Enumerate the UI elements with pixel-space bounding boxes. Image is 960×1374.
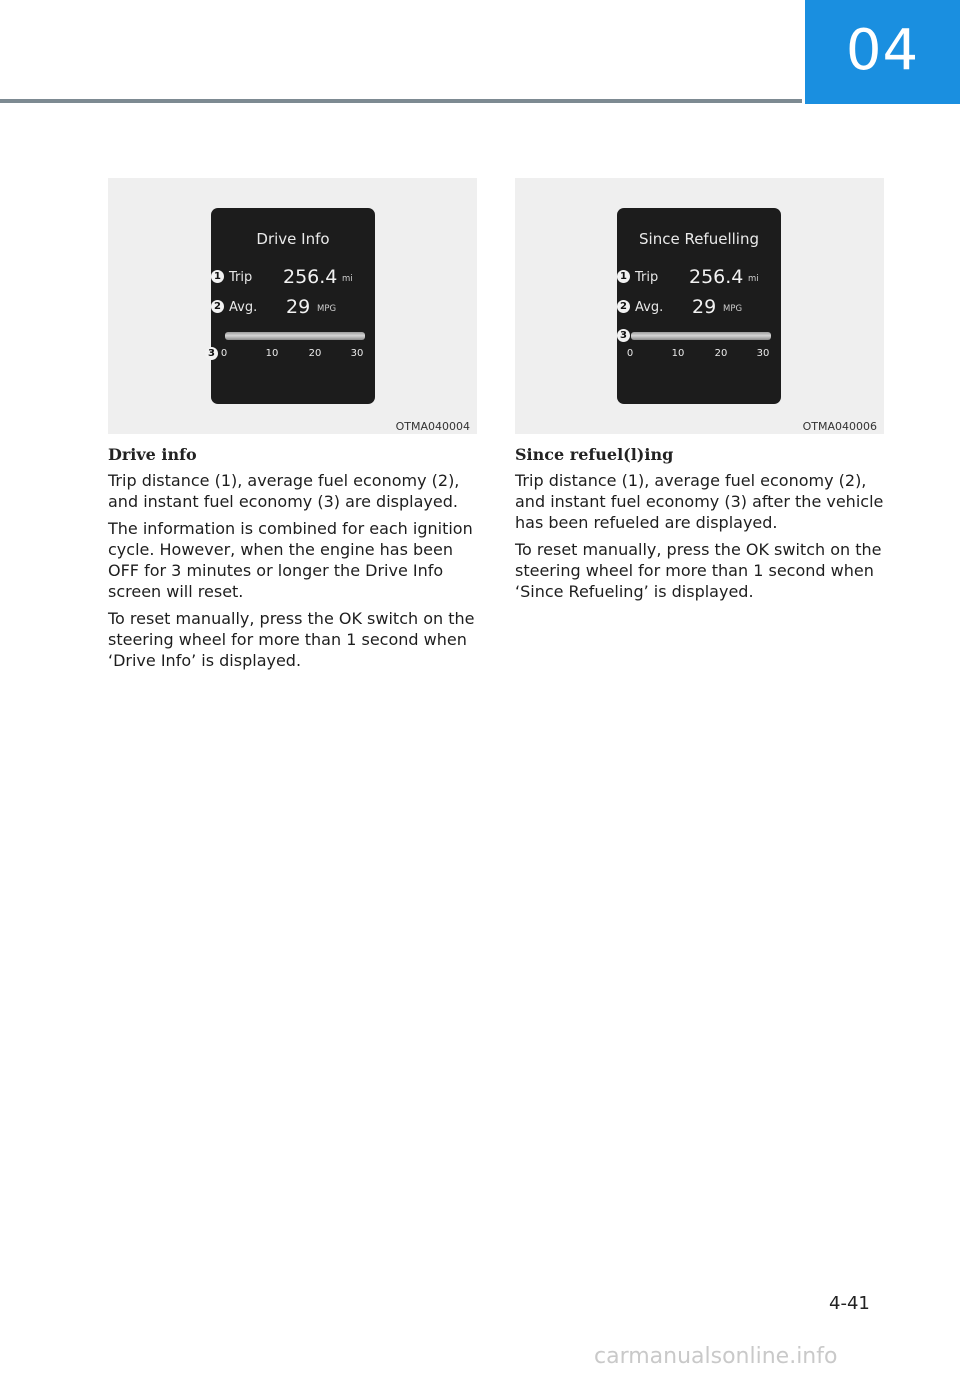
gauge-ticks xyxy=(627,348,773,360)
trip-value: 256.4 xyxy=(689,266,744,288)
trip-label: Trip xyxy=(635,270,659,285)
trip-value: 256.4 xyxy=(283,266,338,288)
fuel-economy-gauge xyxy=(225,332,365,340)
gauge-tick: 10 xyxy=(671,348,685,359)
section-heading: Drive info xyxy=(108,445,197,464)
gauge-tick: 0 xyxy=(220,348,228,359)
screen-title: Since Refuelling xyxy=(639,230,759,248)
avg-row xyxy=(211,296,375,320)
callout-marker: 1 xyxy=(617,270,630,283)
avg-value: 29 xyxy=(692,296,717,318)
figure-code: OTMA040004 xyxy=(395,420,470,433)
paragraph: Trip distance (1), average fuel economy (2), and instant fuel economy (3) after the vehicle has been refueled are displayed. xyxy=(515,471,884,532)
section-since-refuelling xyxy=(515,441,890,608)
chapter-tab xyxy=(805,0,960,104)
figure-since-refuelling xyxy=(515,178,884,434)
gauge-tick: 0 xyxy=(626,348,634,359)
chapter-number: 04 xyxy=(845,17,920,83)
page-number: 4-41 xyxy=(829,1293,870,1314)
paragraph: The information is combined for each ignition cycle. However, when the engine has been OFF for 3 minutes or longer the Drive Info screen will reset. xyxy=(108,519,473,601)
callout-marker: 3 xyxy=(617,329,630,342)
watermark-text: carmanualsonline.info xyxy=(594,1344,838,1369)
fuel-economy-gauge xyxy=(631,332,771,340)
trip-row xyxy=(617,266,781,290)
callout-marker: 1 xyxy=(211,270,224,283)
figure-drive-info xyxy=(108,178,477,434)
avg-label: Avg. xyxy=(229,300,258,315)
trip-label: Trip xyxy=(229,270,253,285)
gauge-tick: 10 xyxy=(265,348,279,359)
callout-marker: 3 xyxy=(205,347,218,360)
callout-marker: 2 xyxy=(211,300,224,313)
trip-unit: mi xyxy=(748,274,759,284)
avg-unit: MPG xyxy=(723,304,743,314)
section-drive-info xyxy=(108,441,483,677)
gauge-tick: 20 xyxy=(714,348,728,359)
section-heading: Since refuel(l)ing xyxy=(515,445,674,464)
screen-title: Drive Info xyxy=(256,230,330,248)
avg-unit: MPG xyxy=(317,304,337,314)
paragraph: To reset manually, press the OK switch on the steering wheel for more than 1 second when ‘Drive Info’ is displayed. xyxy=(108,609,475,670)
gauge-ticks xyxy=(221,348,367,360)
paragraph: Trip distance (1), average fuel economy (2), and instant fuel economy (3) are displayed. xyxy=(108,471,460,511)
figure-code: OTMA040006 xyxy=(802,420,877,433)
trip-row xyxy=(211,266,375,290)
avg-row xyxy=(617,296,781,320)
avg-label: Avg. xyxy=(635,300,664,315)
gauge-tick: 20 xyxy=(308,348,322,359)
paragraph: To reset manually, press the OK switch on the steering wheel for more than 1 second when ‘Since Refueling’ is displayed. xyxy=(515,540,882,601)
header-rule xyxy=(0,99,802,103)
avg-value: 29 xyxy=(286,296,311,318)
cluster-screen xyxy=(211,208,375,404)
callout-marker: 2 xyxy=(617,300,630,313)
trip-unit: mi xyxy=(342,274,353,284)
gauge-tick: 30 xyxy=(350,348,364,359)
cluster-screen xyxy=(617,208,781,404)
gauge-tick: 30 xyxy=(756,348,770,359)
